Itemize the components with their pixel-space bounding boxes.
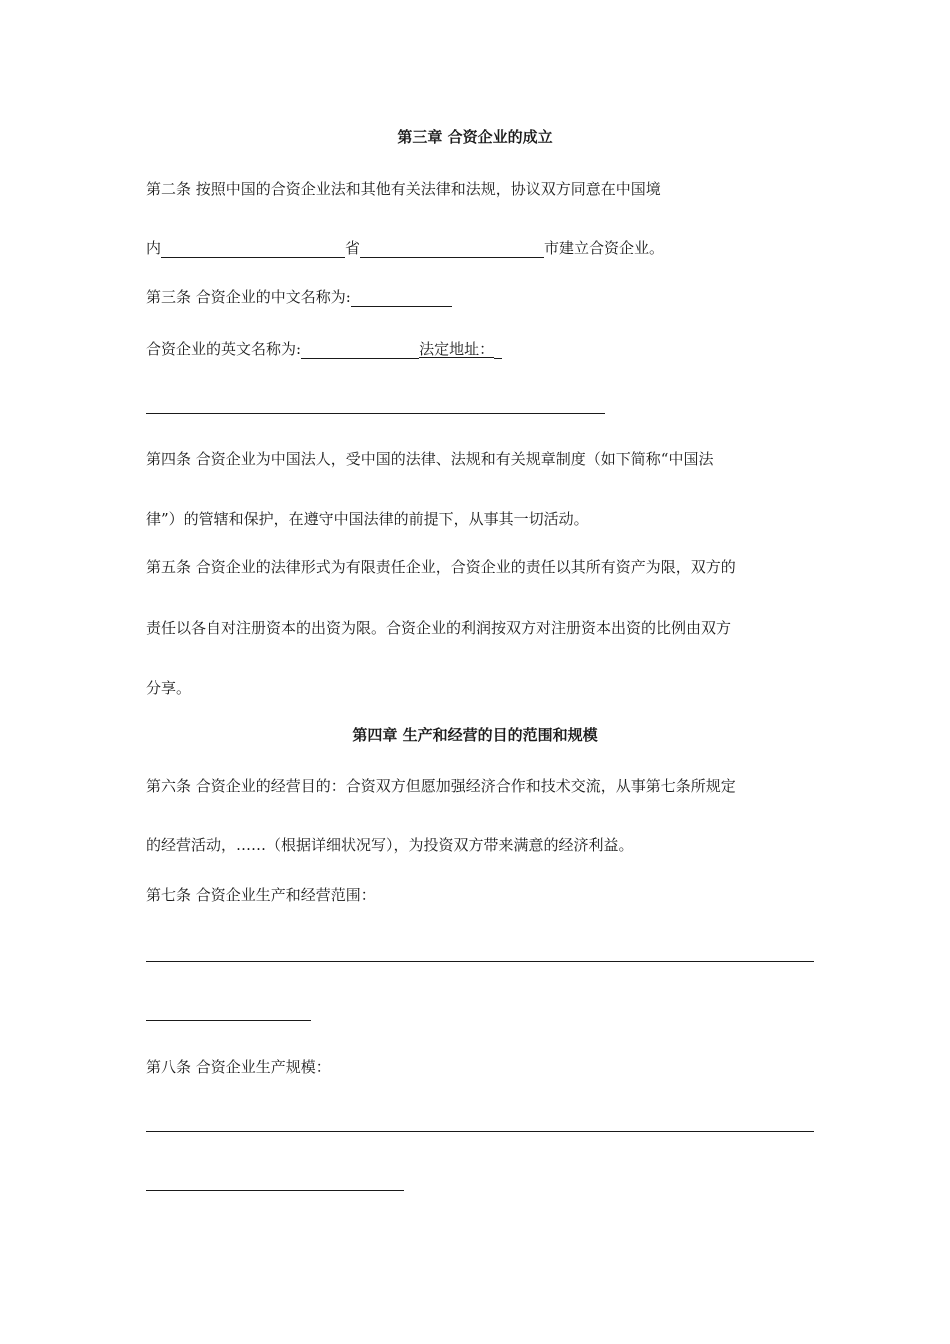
legal-address-blank[interactable] (494, 342, 502, 359)
legal-address-line[interactable] (146, 413, 605, 414)
production-scale-line-2[interactable] (146, 1190, 404, 1191)
article-5-line-3: 分享。 (146, 679, 192, 697)
business-scope-line-2[interactable] (146, 1020, 311, 1021)
english-name-blank[interactable] (301, 342, 419, 359)
article-3-line-2 (146, 339, 502, 359)
article-3-line-1 (146, 287, 452, 307)
article-3-label: 第三条 合资企业的中文名称为: (146, 288, 351, 306)
english-name-label: 合资企业的英文名称为: (146, 340, 302, 358)
province-blank[interactable] (161, 241, 345, 258)
chapter-4-title: 第四章 生产和经营的目的范围和规模 (352, 726, 598, 744)
production-scale-line-1[interactable] (146, 1131, 814, 1132)
article-5-line-2: 责任以各自对注册资本的出资为限。合资企业的利润按双方对注册资本出资的比例由双方 (146, 619, 732, 637)
article-4-line-2: 律”）的管辖和保护，在遵守中国法律的前提下，从事其一切活动。 (146, 510, 589, 528)
article-5-line-1: 第五条 合资企业的法律形式为有限责任企业，合资企业的责任以其所有资产为限，双方的 (146, 558, 736, 576)
article-7-line-1: 第七条 合资企业生产和经营范围： (146, 886, 376, 904)
article-8-line-1: 第八条 合资企业生产规模： (146, 1058, 331, 1076)
article-2-line-1: 第二条 按照中国的合资企业法和其他有关法律和法规，协议双方同意在中国境 (146, 180, 661, 198)
chinese-name-blank[interactable] (351, 290, 452, 307)
article-2-middle: 省 (345, 239, 361, 257)
article-2-prefix: 内 (146, 239, 162, 257)
article-6-line-2: 的经营活动，……（根据详细状况写），为投资双方带来满意的经济利益。 (146, 836, 634, 854)
business-scope-line-1[interactable] (146, 961, 814, 962)
article-2-suffix: 市建立合资企业。 (544, 239, 665, 257)
city-blank[interactable] (360, 241, 544, 258)
article-2-line-2 (146, 238, 664, 258)
article-6-line-1: 第六条 合资企业的经营目的：合资双方但愿加强经济合作和技术交流，从事第七条所规定 (146, 777, 736, 795)
article-4-line-1: 第四条 合资企业为中国法人，受中国的法律、法规和有关规章制度（如下简称“中国法 (146, 450, 714, 468)
chapter-3-title: 第三章 合资企业的成立 (397, 128, 553, 146)
legal-address-label: 法定地址： (419, 340, 495, 358)
